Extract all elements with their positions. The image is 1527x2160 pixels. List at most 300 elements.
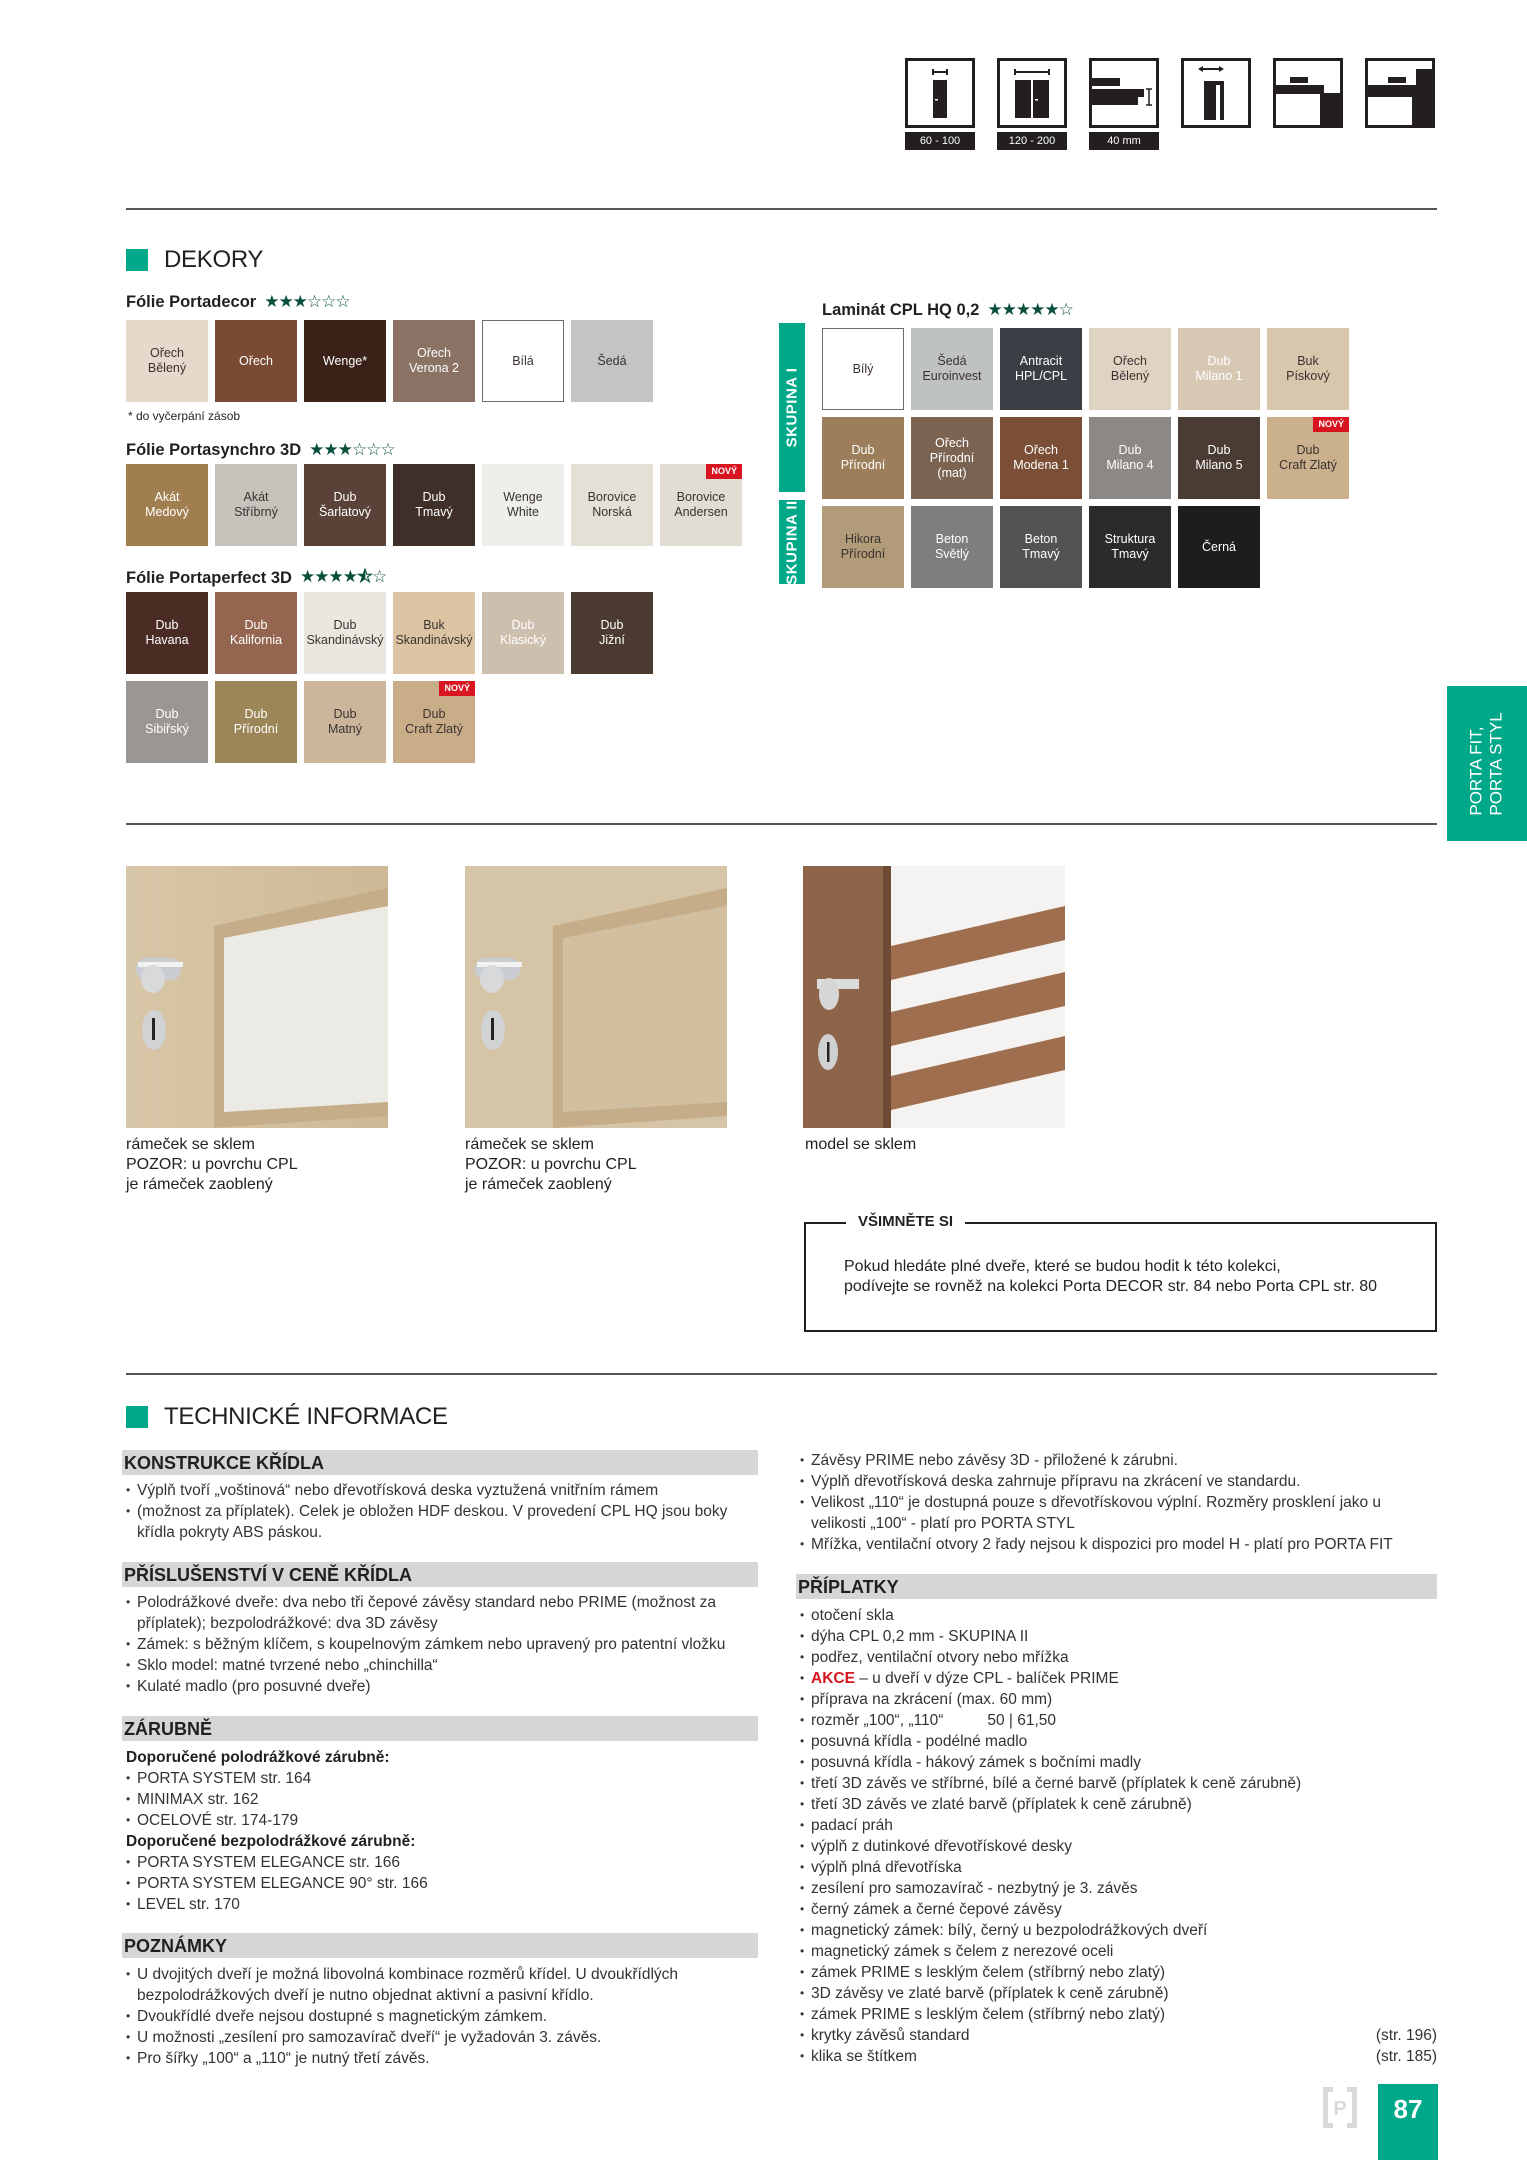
list-right-intro [800, 1450, 1437, 1555]
decor-name [588, 490, 637, 520]
decor-name-line: Dub [333, 707, 357, 721]
surcharge-item [800, 2046, 1437, 2067]
decor-swatch [215, 320, 297, 402]
decor-name-line: Kalifornia [229, 633, 283, 647]
caption-line: rámeček se sklem [126, 1136, 255, 1153]
decor-name-line: Černá [1201, 539, 1237, 554]
decor-name [930, 436, 974, 481]
decor-name-line: Klasický [500, 633, 546, 647]
group-title-laminat [822, 300, 1073, 320]
porta-logo-icon [1321, 2085, 1359, 2130]
surcharge-item [800, 1731, 1437, 1752]
decor-name [503, 490, 542, 520]
decor-name-line: Jižní [599, 633, 625, 647]
decor-swatch [1267, 328, 1349, 410]
caption-line: POZOR: u povrchu CPL [126, 1156, 298, 1173]
list-konstrukce [126, 1480, 756, 1543]
list-item: • Polodrážkové dveře: dva nebo tři čepové závěsy standard nebo PRIME (možnost za příplatek); bezpolodrážkové: dva 3D závěsy [126, 1592, 756, 1634]
list-item: • Výplň dřevotřísková deska zahrnuje přípravu na zkrácení ve standardu. [800, 1471, 1437, 1492]
decor-name-line: Buk [423, 618, 445, 632]
decor-swatch [1178, 417, 1260, 499]
list-poznamky [126, 1964, 756, 2069]
model-caption [465, 1135, 637, 1195]
subsection-poznamky: POZNÁMKY [122, 1933, 758, 1958]
decor-name [405, 707, 463, 737]
decor-name-line: Dub [333, 490, 357, 504]
decor-name-line: Euroinvest [922, 369, 982, 383]
decor-name [1015, 354, 1067, 384]
decor-name [935, 532, 969, 562]
surcharge-text: magnetický zámek: bílý, černý u bezpolodrážkových dveří [811, 1922, 1208, 1939]
surcharge-item [800, 2004, 1437, 2025]
decor-name [145, 618, 188, 648]
decor-name-line: Beton [1024, 532, 1058, 546]
model-photo-frame-solid [465, 866, 727, 1128]
decor-name-line: Dub [422, 490, 446, 504]
decor-name-line: Ořech [416, 346, 452, 360]
swatch-row [126, 592, 653, 674]
list-item: • Kulaté madlo (pro posuvné dveře) [126, 1676, 756, 1697]
decor-name-line: Šedá [597, 353, 627, 368]
new-badge: NOVÝ [706, 464, 742, 479]
decor-swatch [304, 320, 386, 402]
caption-line: rámeček se sklem [465, 1136, 594, 1153]
decor-swatch [1089, 328, 1171, 410]
decor-name-line: Dub [244, 707, 268, 721]
decor-name [1195, 354, 1242, 384]
decor-name-line: Tmavý [415, 505, 453, 519]
decor-swatch [215, 681, 297, 763]
decor-name-line: Borovice [676, 490, 726, 504]
list-item: • Výplň tvoří „voštinová“ nebo dřevotřísková deska vyztužená vnitřním rámem [126, 1480, 756, 1501]
surcharge-item [800, 1836, 1437, 1857]
decor-name [145, 707, 189, 737]
page-number: 87 [1378, 2084, 1438, 2160]
section-title: DEKORY [164, 246, 264, 273]
decor-name-line: Sibiřský [145, 722, 189, 736]
decor-name [500, 618, 546, 648]
decor-name-line: Stříbrný [234, 505, 278, 519]
surcharge-item [800, 1899, 1437, 1920]
subsection-priplatky: PŘÍPLATKY [796, 1574, 1437, 1599]
decor-swatch [304, 592, 386, 674]
rating-stars-icon: ★★★★⯪☆ [299, 567, 387, 586]
decor-name-line: Wenge* [322, 353, 368, 368]
decor-name-line: Borovice [587, 490, 637, 504]
notice-box [804, 1213, 1437, 1332]
decor-swatch [571, 592, 653, 674]
surcharge-item [800, 1815, 1437, 1836]
surcharge-item [800, 1689, 1437, 1710]
group-label-text: SKUPINA I [783, 367, 801, 448]
decor-swatch [393, 681, 475, 763]
spec-label: 120 - 200 [997, 132, 1067, 150]
decor-name-line: Havana [145, 633, 189, 647]
decor-swatch [1178, 328, 1260, 410]
decor-name [234, 707, 278, 737]
flush-door-icon [1365, 58, 1435, 128]
decor-name-line: Modena 1 [1013, 458, 1069, 472]
decor-swatch [1089, 506, 1171, 588]
decor-swatch [822, 417, 904, 499]
surcharge-text: magnetický zámek s čelem z nerezové oceli [811, 1943, 1114, 1960]
caption-line: POZOR: u povrchu CPL [465, 1156, 637, 1173]
surcharge-text: zámek PRIME s lesklým čelem (stříbrný nebo zlatý) [811, 1964, 1166, 1981]
spec-label [1273, 132, 1343, 150]
decor-swatch [393, 464, 475, 546]
decor-swatch [482, 320, 564, 402]
surcharge-text: zámek PRIME s lesklým čelem (stříbrný nebo zlatý) [811, 2006, 1166, 2023]
surcharge-item [800, 1668, 1437, 1689]
surcharge-text: 3D závěsy ve zlaté barvě (příplatek k ceně zárubně) [811, 1985, 1169, 2002]
decor-name-line: Skandinávský [306, 633, 384, 647]
decor-name-line: Struktura [1104, 532, 1156, 546]
section-title: TECHNICKÉ INFORMACE [164, 1403, 448, 1430]
decor-name-line: Skandinávský [395, 633, 473, 647]
surcharge-text: výplň plná dřevotříska [811, 1859, 962, 1876]
side-tab-collection[interactable] [1447, 686, 1527, 841]
spec-label [1181, 132, 1251, 150]
model-photo-frame-glass [126, 866, 388, 1128]
spec-label: 60 - 100 [905, 132, 975, 150]
rating-stars-icon: ★★★★★☆ [987, 300, 1073, 319]
swatch-row [126, 464, 742, 546]
decor-name-line: Dub [1296, 443, 1320, 457]
group-label-text: SKUPINA II [783, 499, 801, 585]
surcharge-text: posuvná křídla - podélné madlo [811, 1733, 1028, 1750]
surcharge-item [800, 2025, 1437, 2046]
decor-name [239, 354, 273, 369]
notice-label: VŠIMNĚTE SI [846, 1213, 965, 1230]
decor-swatch [911, 417, 993, 499]
decor-name-line: Craft Zlatý [405, 722, 463, 736]
decor-name [1195, 443, 1242, 473]
surcharge-item [800, 1794, 1437, 1815]
group-name: Fólie Portadecor [126, 292, 257, 311]
surcharge-text: třetí 3D závěs ve zlaté barvě (příplatek k ceně zárubně) [811, 1796, 1192, 1813]
decor-name-line: Ořech [934, 435, 970, 450]
decor-name-line: Dub [155, 707, 179, 721]
list-item: • Závěsy PRIME nebo závěsy 3D - přiložené k zárubni. [800, 1450, 1437, 1471]
list-item: • PORTA SYSTEM str. 164 [126, 1768, 756, 1789]
single-door-width-icon [905, 58, 975, 128]
decor-name-line: Dub [244, 618, 268, 632]
decor-name [230, 618, 282, 648]
page-reference: (str. 185) [1375, 2048, 1437, 2065]
decor-name [148, 346, 186, 376]
decor-name-line: Dub [511, 618, 535, 632]
surcharge-text: rozměr „100“, „110“ [811, 1712, 944, 1729]
group-label-skupina-2 [779, 500, 805, 584]
spec-flush [1365, 58, 1435, 150]
group-label-skupina-1 [779, 323, 805, 492]
decor-name-line: Tmavý [1022, 547, 1060, 561]
list-item: • Zámek: s běžným klíčem, s koupelnovým zámkem nebo upravený pro patentní vložku [126, 1634, 756, 1655]
decor-swatch [911, 506, 993, 588]
swatch-row [126, 320, 653, 402]
caption-line: model se sklem [805, 1136, 917, 1153]
decor-name-line: Bělený [1110, 369, 1150, 383]
surcharge-text: výplň z dutinkové dřevotřískové desky [811, 1838, 1073, 1855]
spec-thickness [1089, 58, 1159, 150]
surcharge-text: krytky závěsů standard [811, 2027, 970, 2044]
footnote: * do vyčerpání zásob [128, 409, 241, 423]
decor-name-line: Pískový [1286, 369, 1330, 383]
list-item: • (možnost za příplatek). Celek je obložen HDF deskou. V provedení CPL HQ jsou boky křídla pokryty ABS páskou. [126, 1501, 756, 1543]
surcharge-text: podřez, ventilační otvory nebo mřížka [811, 1649, 1069, 1666]
decor-name [328, 707, 362, 737]
list-item: • Pro šířky „100“ a „110“ je nutný třetí závěs. [126, 2048, 756, 2069]
subsection-prislusenstvi: PŘÍSLUŠENSTVÍ V CENĚ KŘÍDLA [122, 1562, 758, 1587]
list-item: • Dvoukřídlé dveře nejsou dostupné s magnetickým zámkem. [126, 2006, 756, 2027]
decor-swatch [215, 592, 297, 674]
surcharge-item [800, 1647, 1437, 1668]
divider [126, 208, 1437, 210]
surcharge-text: klika se štítkem [811, 2048, 917, 2065]
decor-name-line: HPL/CPL [1014, 369, 1068, 383]
decor-swatch [126, 592, 208, 674]
decor-name-line: Beton [935, 532, 969, 546]
list-item: • OCELOVÉ str. 174-179 [126, 1810, 756, 1831]
decor-name-line: Hikora [844, 532, 882, 546]
promo-label: AKCE [811, 1670, 855, 1687]
decor-name-line: Akát [154, 490, 180, 504]
decor-name-line: Dub [600, 618, 624, 632]
decor-name [415, 490, 453, 520]
decor-swatch [1000, 506, 1082, 588]
list-item: • PORTA SYSTEM ELEGANCE str. 166 [126, 1852, 756, 1873]
list-item: • Sklo model: matné tvrzené nebo „chinchilla“ [126, 1655, 756, 1676]
surcharge-item [800, 1857, 1437, 1878]
subsection-zarubne: ZÁRUBNĚ [122, 1716, 758, 1741]
decor-name-line: Matný [327, 722, 363, 736]
decor-name-line: Bílý [852, 361, 874, 376]
decor-name-line: Verona 2 [408, 361, 460, 375]
surcharge-text: zesílení pro samozavírač - nezbytný je 3. závěs [811, 1880, 1138, 1897]
spec-rebated [1273, 58, 1343, 150]
decor-name [597, 354, 626, 369]
surcharge-text: třetí 3D závěs ve stříbrné, bílé a černé barvě (příplatek k ceně zárubně) [811, 1775, 1302, 1792]
group-name: Laminát CPL HQ 0,2 [822, 300, 980, 319]
section-marker-icon [126, 1406, 148, 1428]
decor-name-line: (mat) [937, 465, 967, 480]
surcharge-text: černý zámek a černé čepové závěsy [811, 1901, 1062, 1918]
decor-name [306, 618, 383, 648]
surcharge-item [800, 1878, 1437, 1899]
decor-swatch [482, 464, 564, 546]
decor-swatch [482, 592, 564, 674]
decor-name [1106, 443, 1153, 473]
decor-name [841, 532, 885, 562]
decor-name-line: Dub [422, 707, 446, 721]
surcharge-item [800, 1941, 1437, 1962]
decor-swatch [1089, 417, 1171, 499]
new-badge: NOVÝ [1313, 417, 1349, 432]
decor-name-line: Dub [851, 443, 875, 457]
page-reference: (str. 196) [1375, 2027, 1437, 2044]
decor-swatch [393, 320, 475, 402]
spec-label [1365, 132, 1435, 150]
decor-name-line: Wenge [503, 490, 543, 504]
rebated-door-icon [1273, 58, 1343, 128]
spec-label: 40 mm [1089, 132, 1159, 150]
section-heading-tech [126, 1403, 448, 1431]
caption-line: je rámeček zaoblený [126, 1176, 273, 1193]
surcharge-item [800, 1626, 1437, 1647]
surcharge-item [800, 1962, 1437, 1983]
decor-name [1279, 443, 1337, 473]
swatch-row [822, 328, 1349, 410]
model-caption [126, 1135, 298, 1195]
model-photo-glass-bars [803, 866, 1065, 1128]
decor-name-line: Šedá [937, 354, 967, 368]
side-tab-line: PORTA FIT, [1467, 726, 1487, 816]
decor-name [395, 618, 472, 648]
decor-name [674, 490, 728, 520]
decor-name-line: Ořech [238, 353, 274, 368]
swatch-row [822, 417, 1349, 499]
decor-name [1202, 540, 1236, 555]
door-spec-icons [905, 58, 1435, 150]
list-item: • MINIMAX str. 162 [126, 1789, 756, 1810]
surcharge-item [800, 1710, 1437, 1731]
group-name: Fólie Portaperfect 3D [126, 569, 292, 587]
surcharge-text: – u dveří v dýze CPL - balíček PRIME [854, 1670, 1119, 1687]
decor-name-line: Přírodní [840, 547, 886, 561]
surcharge-item [800, 1605, 1437, 1626]
list-item: • U možnosti „zesílení pro samozavírač dveří“ je vyžadován 3. závěs. [126, 2027, 756, 2048]
spec-double-width [997, 58, 1067, 150]
notice-text: Pokud hledáte plné dveře, které se budou hodit k této kolekci, [844, 1258, 1281, 1275]
caption-line: je rámeček zaoblený [465, 1176, 612, 1193]
list-item: • PORTA SYSTEM ELEGANCE 90° str. 166 [126, 1873, 756, 1894]
decor-name [319, 490, 371, 520]
decor-name [234, 490, 278, 520]
model-caption [805, 1135, 916, 1155]
decor-name-line: Dub [1118, 443, 1142, 457]
decor-name-line: Milano 1 [1195, 369, 1243, 383]
decor-name-line: Antracit [1019, 354, 1063, 368]
decor-swatch [126, 464, 208, 546]
decor-name [1105, 532, 1156, 562]
decor-name [599, 618, 625, 648]
surcharge-text: dýha CPL 0,2 mm - SKUPINA II [811, 1628, 1029, 1645]
decor-name [841, 443, 885, 473]
section-heading-dekory [126, 246, 263, 274]
list-item: • LEVEL str. 170 [126, 1894, 756, 1915]
list-item: • Velikost „110“ je dostupná pouze s dřevotřískovou výplní. Rozměry prosklení jako u velikosti „100“ - platí pro PORTA STYL [800, 1492, 1437, 1534]
decor-swatch [215, 464, 297, 546]
decor-name [853, 362, 874, 377]
decor-name-line: Přírodní [840, 458, 886, 472]
double-door-width-icon [997, 58, 1067, 128]
decor-swatch [304, 464, 386, 546]
surcharge-item [800, 1752, 1437, 1773]
decor-name-line: Ořech [149, 346, 185, 360]
swatch-row [822, 506, 1260, 588]
decor-name-line: Přírodní [929, 450, 975, 465]
decor-swatch [911, 328, 993, 410]
decor-swatch [1000, 417, 1082, 499]
decor-name [409, 346, 459, 376]
surcharge-item [800, 1920, 1437, 1941]
list-subheading: Doporučené polodrážkové zárubně: [126, 1749, 390, 1766]
decor-name-line: Dub [1207, 354, 1231, 368]
decor-swatch [822, 328, 904, 410]
decor-name [922, 354, 981, 384]
surcharge-value: 50 | 61,50 [987, 1712, 1057, 1729]
swatch-row [126, 681, 475, 763]
surcharge-item [800, 1773, 1437, 1794]
decor-swatch [571, 464, 653, 546]
decor-swatch [1267, 417, 1349, 499]
decor-name-line: White [507, 505, 539, 519]
divider [126, 1373, 1437, 1375]
decor-swatch [1000, 328, 1082, 410]
decor-name-line: Bělený [147, 361, 187, 375]
decor-swatch [126, 681, 208, 763]
decor-name-line: Šarlatový [318, 505, 372, 519]
decor-name-line: Dub [333, 618, 357, 632]
decor-name [1286, 354, 1330, 384]
decor-name-line: Ořech [1023, 443, 1059, 457]
rating-stars-icon: ★★★☆☆☆ [309, 440, 395, 459]
surcharge-text: otočení skla [811, 1607, 894, 1624]
decor-swatch [1178, 506, 1260, 588]
list-prislusenstvi [126, 1592, 756, 1697]
decor-name-line: Medový [145, 505, 189, 519]
decor-name-line: Craft Zlatý [1279, 458, 1337, 472]
side-tab-line: PORTA STYL [1487, 711, 1507, 816]
decor-name-line: Bílá [512, 353, 534, 368]
decor-name-line: Milano 5 [1195, 458, 1243, 472]
decor-name-line: Dub [155, 618, 179, 632]
list-subheading: Doporučené bezpolodrážkové zárubně: [126, 1833, 416, 1850]
subsection-konstrukce: KONSTRUKCE KŘÍDLA [122, 1450, 758, 1475]
frame-profile-icon [1181, 58, 1251, 128]
decor-name-line: Milano 4 [1106, 458, 1154, 472]
surcharge-text: posuvná křídla - hákový zámek s bočními madly [811, 1754, 1141, 1771]
decor-name-line: Přírodní [233, 722, 279, 736]
group-title-portadecor [126, 292, 350, 312]
decor-name [1022, 532, 1060, 562]
spec-frame [1181, 58, 1251, 150]
decor-name-line: Norská [592, 505, 632, 519]
notice-text: podívejte se rovněž na kolekci Porta DECOR str. 84 nebo Porta CPL str. 80 [844, 1278, 1378, 1295]
list-zarubne [126, 1747, 756, 1915]
decor-swatch [822, 506, 904, 588]
decor-name-line: Světlý [934, 547, 970, 561]
door-thickness-icon [1089, 58, 1159, 128]
decor-swatch [126, 320, 208, 402]
decor-name [1013, 443, 1069, 473]
decor-name-line: Buk [1297, 354, 1319, 368]
decor-name-line: Tmavý [1111, 547, 1149, 561]
new-badge: NOVÝ [439, 681, 475, 696]
svg-text:P: P [1333, 2098, 1347, 2120]
decor-swatch [660, 464, 742, 546]
decor-name [323, 354, 367, 369]
section-marker-icon [126, 249, 148, 271]
divider [126, 823, 1437, 825]
decor-swatch [393, 592, 475, 674]
decor-name-line: Akát [243, 490, 269, 504]
decor-name [512, 354, 534, 369]
decor-name-line: Dub [1207, 443, 1231, 457]
surcharge-item [800, 1983, 1437, 2004]
surcharge-text: padací práh [811, 1817, 893, 1834]
decor-name-line: Andersen [674, 505, 728, 519]
